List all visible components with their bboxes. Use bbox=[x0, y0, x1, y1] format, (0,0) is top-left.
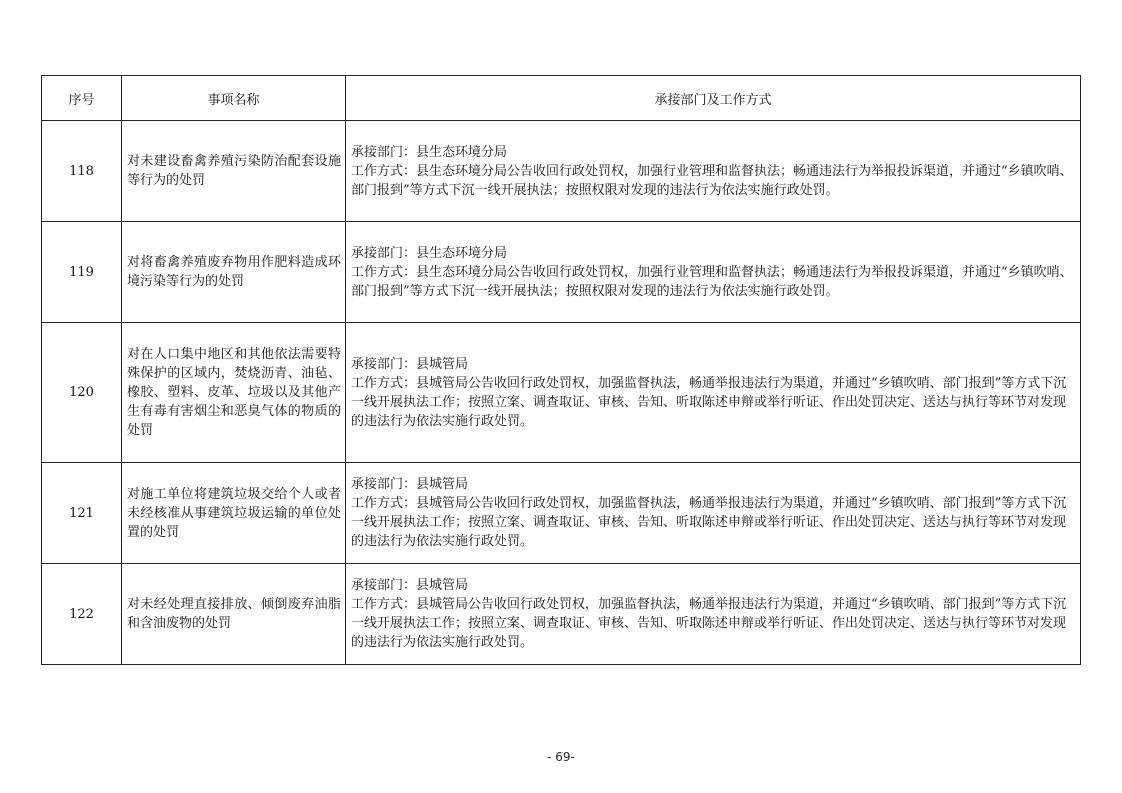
department-method bbox=[346, 323, 1081, 463]
department-line: 承接部门：县生态环境分局 bbox=[351, 144, 508, 160]
table-row bbox=[42, 463, 1081, 564]
table-header-row bbox=[42, 76, 1081, 121]
matter-name: 对未建设畜禽养殖污染防治配套设施等行为的处罚 bbox=[122, 121, 346, 222]
method-text: 工作方式：县城管局公告收回行政处罚权，加强监督执法，畅通举报违法行为渠道，并通过“乡镇吹哨、部门报到”等方式下沉一线开展执法工作；按照立案、调查取证、审核、告知、听取陈述申辩或举行听证、作出处罚决定、送达与执行等环节对发现的违法行为依法实施行政处罚。 bbox=[351, 496, 1067, 549]
table-row bbox=[42, 222, 1081, 323]
department-line: 承接部门：县城管局 bbox=[351, 356, 469, 372]
method-text: 工作方式：县城管局公告收回行政处罚权，加强监督执法，畅通举报违法行为渠道，并通过“乡镇吹哨、部门报到”等方式下沉一线开展执法工作；按照立案、调查取证、审核、告知、听取陈述申辩或举行听证、作出处罚决定、送达与执行等环节对发现的违法行为依法实施行政处罚。 bbox=[351, 375, 1067, 429]
table-row bbox=[42, 564, 1081, 665]
department-line: 承接部门：县城管局 bbox=[351, 477, 469, 492]
method-text: 工作方式：县生态环境分局公告收回行政处罚权，加强行业管理和监督执法；畅通违法行为举报投诉渠道，并通过“乡镇吹哨、部门报到”等方式下沉一线开展执法；按照权限对发现的违法行为依法实施行政处罚。 bbox=[351, 264, 1073, 299]
serial-number: 122 bbox=[42, 564, 122, 665]
method-text: 工作方式：县生态环境分局公告收回行政处罚权，加强行业管理和监督执法；畅通违法行为举报投诉渠道，并通过“乡镇吹哨、部门报到”等方式下沉一线开展执法；按照权限对发现的违法行为依法实施行政处罚。 bbox=[351, 163, 1073, 198]
matter-name: 对未经处理直接排放、倾倒废弃油脂和含油废物的处罚 bbox=[122, 564, 346, 665]
table-row bbox=[42, 323, 1081, 463]
matters-table bbox=[41, 75, 1081, 665]
header-department-method: 承接部门及工作方式 bbox=[346, 76, 1081, 121]
matter-name: 对将畜禽养殖废弃物用作肥料造成环境污染等行为的处罚 bbox=[122, 222, 346, 323]
header-matter-name: 事项名称 bbox=[122, 76, 346, 121]
department-method bbox=[346, 564, 1081, 665]
department-method bbox=[346, 222, 1081, 323]
serial-number: 118 bbox=[42, 121, 122, 222]
table-row bbox=[42, 121, 1081, 222]
department-line: 承接部门：县城管局 bbox=[351, 578, 469, 593]
matter-name: 对在人口集中地区和其他依法需要特殊保护的区域内，焚烧沥青、油毡、橡胶、塑料、皮革、垃圾以及其他产生有毒有害烟尘和恶臭气体的物质的处罚 bbox=[122, 323, 346, 463]
matter-name: 对施工单位将建筑垃圾交给个人或者未经核准从事建筑垃圾运输的单位处置的处罚 bbox=[122, 463, 346, 564]
serial-number: 121 bbox=[42, 463, 122, 564]
serial-number: 119 bbox=[42, 222, 122, 323]
page-number: - 69- bbox=[547, 750, 575, 764]
department-method bbox=[346, 121, 1081, 222]
department-line: 承接部门：县生态环境分局 bbox=[351, 245, 508, 261]
header-serial-number: 序号 bbox=[42, 76, 122, 121]
serial-number: 120 bbox=[42, 323, 122, 463]
department-method bbox=[346, 463, 1081, 564]
method-text: 工作方式：县城管局公告收回行政处罚权，加强监督执法，畅通举报违法行为渠道，并通过“乡镇吹哨、部门报到”等方式下沉一线开展执法工作；按照立案、调查取证、审核、告知、听取陈述申辩或举行听证、作出处罚决定、送达与执行等环节对发现的违法行为依法实施行政处罚。 bbox=[351, 597, 1067, 650]
